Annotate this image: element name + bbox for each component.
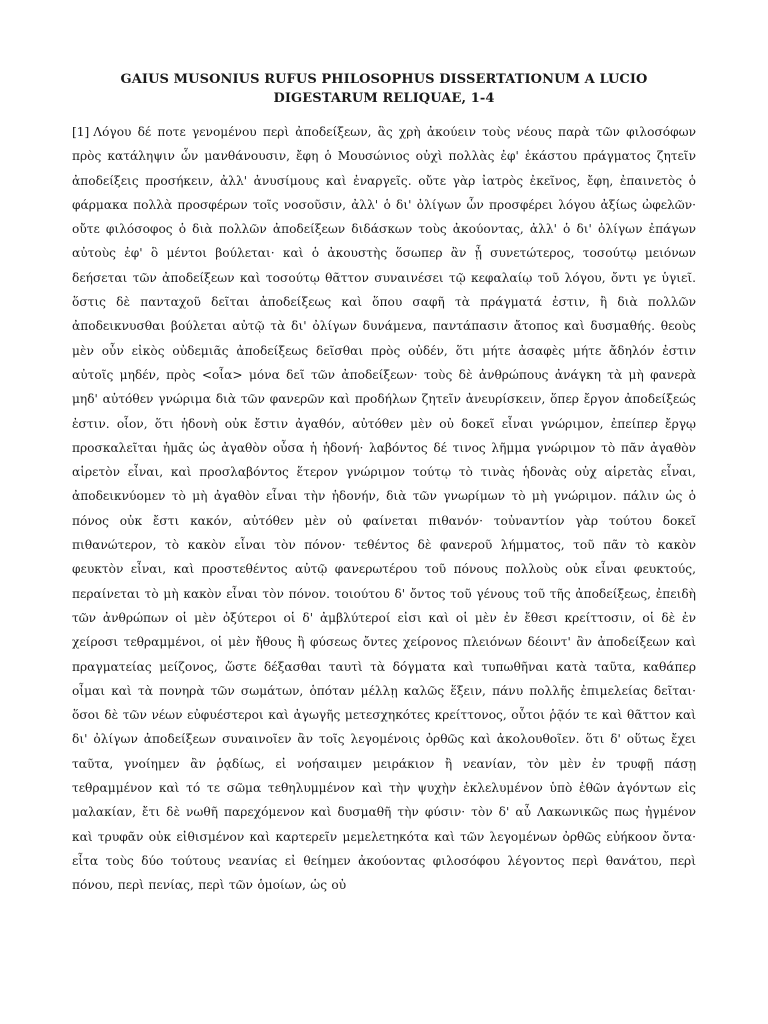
body-text: Λόγου δέ ποτε γενομένου περὶ ἀποδείξεων, ἃς χρὴ ἀκούειν τοὺς νέους παρὰ τῶν φιλοσόφων πρὸς κατάληψιν ὧν μανθάνουσιν, ἔφη ὁ Μουσώνιος οὐχὶ πολλὰς ἐφ' ἑκάστου πράγματος ζητεῖν ἀποδείξεις προσήκειν, ἀλλ' ἀνυσίμους καὶ ἐναργεῖς. οὔτε γὰρ ἰατρὸς ἐκεῖνος, ἔφη, ἐπαινετὸς ὁ φάρμακα πολλὰ προσφέρων τοῖς νοσοῦσιν, ἀλλ' ὁ δι' ὀλίγων ὧν προσφέρει λόγου ἀξίως ὠφελῶν· οὔτε φιλόσοφος ὁ διὰ πολλῶν ἀποδείξεων διδάσκων τοὺς ἀκούοντας, ἀλλ' ὁ δι' ὀλίγων ἐπάγων αὐτοὺς ἐφ' ὃ μέντοι βούλεται· καὶ ὁ ἀκουστὴς ὅσωπερ ἂν ᾖ συνετώτερος, τοσούτῳ μειόνων δεήσεται τῶν ἀποδείξεων καὶ τοσούτῳ θᾶττον συναινέσει τῷ κεφαλαίῳ τοῦ λόγου, ὄντι γε ὑγιεῖ. ὅστις δὲ πανταχοῦ δεῖται ἀποδείξεως καὶ ὅπου σαφῆ τὰ πράγματά ἐστιν, ἢ διὰ πολλῶν ἀποδεικνυσθαι βούλεται αὐτῷ τὰ δι' ὀλίγων δυνάμενα, παντάπασιν ἄτοπος καὶ δυσμαθής. θεοὺς μὲν οὖν εἰκὸς οὐδεμιᾶς ἀποδείξεως δεῖσθαι πρὸς οὐδέν, ὅτι μήτε ἀσαφὲς μήτε ἄδηλόν ἐστιν αὐτοῖς μηδέν, πρὸς <οἷα> μόνα δεῖ τῶν ἀποδείξεων· τοὺς δὲ ἀνθρώπους ἀνάγκη τὰ μὴ φανερὰ μηδ' αὐτόθεν γνώριμα διὰ τῶν φανερῶν καὶ προδήλων ζητεῖν ἀνευρίσκειν, ὅπερ ἔργον ἀποδείξεώς ἐστιν. οἷον, ὅτι ἡδονὴ οὐκ ἔστιν ἀγαθόν, αὐτόθεν μὲν οὐ δοκεῖ εἶναι γνώριμον, ἐπείπερ ἔργῳ προσκαλεῖται ἡμᾶς ὡς ἀγαθὸν οὖσα ἡ ἡδονή· λαβόντος δέ τινος λῆμμα γνώριμον τὸ πᾶν ἀγαθὸν αἱρετὸν εἶναι, καὶ προσλαβόντος ἕτερον γνώριμον τούτῳ τὸ τινὰς ἡδονὰς οὐχ αἱρετὰς εἶναι, ἀποδεικνύομεν τὸ μὴ ἀγαθὸν εἶναι τὴν ἡδονήν, διὰ τῶν γνωρίμων τὸ μὴ γνώριμον. πάλιν ὡς ὁ πόνος οὐκ ἔστι κακόν, αὐτόθεν μὲν οὐ φαίνεται πιθανόν· τοὐναντίον γὰρ τούτου δοκεῖ πιθανώτερον, τὸ κακὸν εἶναι τὸν πόνον· τεθέντος δὲ φανεροῦ λήμματος, τοῦ πᾶν τὸ κακὸν φευκτὸν εἶναι, καὶ προστεθέντος αὐτῷ φανερωτέρου τοῦ πόνους πολλοὺς οὐκ εἶναι φευκτούς, περαίνεται τὸ μὴ κακὸν εἶναι τὸν πόνον. τοιούτου δ' ὄντος τοῦ γένους τοῦ τῆς ἀποδείξεως, ἐπειδὴ τῶν ἀνθρώπων οἱ μὲν ὀξύτεροι οἱ δ' ἀμβλύτεροί εἰσι καὶ οἱ μὲν ἐν ἔθεσι κρείττοσιν, οἱ δὲ ἐν χείροσι τεθραμμένοι, οἱ μὲν ἤθους ἢ φύσεως ὄντες χείρονος πλειόνων δέοιντ' ἂν ἀποδείξεων καὶ πραγματείας μείζονος, ὥστε δέξασθαι ταυτὶ τὰ δόγματα καὶ τυπωθῆναι κατὰ ταῦτα, καθάπερ οἶμαι καὶ τὰ πονηρὰ τῶν σωμάτων, ὁπόταν μέλλῃ καλῶς ἕξειν, πάνυ πολλῆς ἐπιμελείας δεῖται· ὅσοι δὲ τῶν νέων εὐφυέστεροι καὶ ἀγωγῆς μετεσχηκότες κρείττονος, οὗτοι ῥᾷόν τε καὶ θᾶττον καὶ δι' ὀλίγων ἀποδείξεων συναινοῖεν ἂν τοῖς λεγομένοις ὀρθῶς καὶ ἀκολουθοῖεν. ὅτι δ' οὕτως ἔχει ταῦτα, γνοίημεν ἂν ῥᾳδίως, εἰ νοήσαιμεν μειράκιον ἢ νεανίαν, τὸν μὲν ἐν τρυφῇ πάσῃ τεθραμμένον καὶ τό τε σῶμα τεθηλυμμένον καὶ τὴν ψυχὴν ἐκλελυμένον ὑπὸ ἐθῶν ἀγόντων εἰς μαλακίαν, ἔτι δὲ νωθῆ παρεχόμενον καὶ δυσμαθῆ τὴν φύσιν· τὸν δ' αὖ Λακωνικῶς πως ἠγμένον καὶ τρυφᾶν οὐκ εἰθισμένον καὶ καρτερεῖν μεμελετηκότα καὶ τῶν λεγομένων ὀρθῶς εὐήκοον ὄντα· εἶτα τοὺς δύο τούτους νεανίας εἰ θείημεν ἀκούοντας φιλοσόφου λέγοντος περὶ θανάτου, περὶ πόνου, περὶ πενίας, περὶ τῶν ὁμοίων, ὡς οὐ: [72, 125, 696, 893]
document-title: GAIUS MUSONIUS RUFUS PHILOSOPHUS DISSERTATIONUM A LUCIO DIGESTARUM RELIQUAE, 1-4: [120, 72, 648, 106]
document-body-paragraph: [72, 120, 696, 898]
section-marker: [1]: [72, 125, 90, 139]
document-page: [72, 70, 696, 898]
